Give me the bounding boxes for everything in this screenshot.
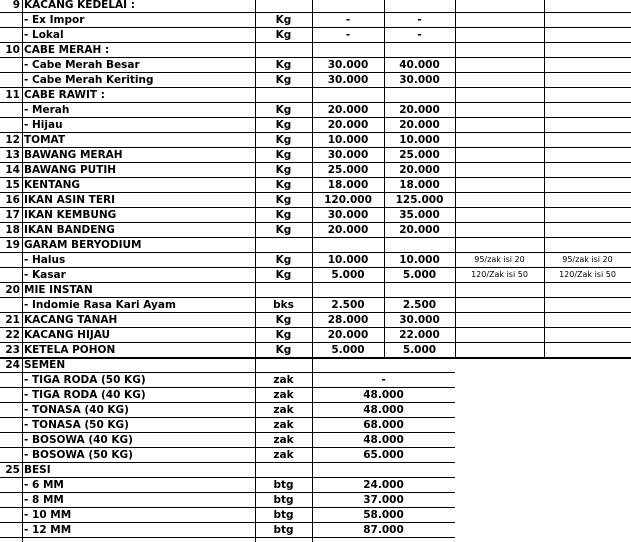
price-cell-2 bbox=[384, 88, 455, 103]
price-cell-2: 30.000 bbox=[399, 314, 440, 326]
unit-cell bbox=[255, 238, 312, 253]
unit-cell: Kg bbox=[275, 209, 292, 221]
price-cell-1: 20.000 bbox=[327, 329, 369, 341]
note-cell-2 bbox=[544, 313, 631, 328]
unit-cell: Kg bbox=[275, 164, 292, 176]
item-name-cell: - TONASA (40 KG) bbox=[24, 404, 129, 416]
note-cell-2 bbox=[544, 178, 631, 193]
item-name-cell: IKAN ASIN TERI bbox=[24, 194, 115, 206]
note-cell-1 bbox=[455, 73, 544, 88]
item-name-cell: BESI bbox=[24, 464, 51, 476]
item-name-cell: KACANG HIJAU bbox=[24, 329, 111, 341]
note-cell-1 bbox=[455, 328, 544, 343]
item-name-cell: BAWANG PUTIH bbox=[24, 164, 117, 176]
note-cell-1 bbox=[455, 88, 544, 103]
price-cell-1: 10.000 bbox=[327, 254, 369, 266]
unit-cell bbox=[255, 283, 312, 298]
unit-cell: btg bbox=[273, 524, 294, 536]
unit-cell: Kg bbox=[275, 329, 292, 341]
unit-cell: Kg bbox=[275, 149, 292, 161]
item-name-cell: GARAM BERYODIUM bbox=[24, 239, 142, 251]
unit-cell: Kg bbox=[275, 134, 292, 146]
row-number-cell: 25 bbox=[5, 464, 20, 476]
row-number-cell bbox=[0, 478, 22, 493]
item-name-cell: - Cabe Merah Besar bbox=[24, 59, 140, 71]
price-merged-cell: 58.000 bbox=[363, 509, 404, 521]
price-cell-2: 10.000 bbox=[399, 134, 440, 146]
row-number-cell bbox=[0, 13, 22, 28]
item-name-cell: IKAN KEMBUNG bbox=[24, 209, 117, 221]
item-name-cell: - 12 MM bbox=[24, 524, 72, 536]
unit-cell: btg bbox=[273, 494, 294, 506]
price-cell-1: 18.000 bbox=[327, 179, 369, 191]
unit-cell: Kg bbox=[275, 14, 292, 26]
note-cell-2 bbox=[544, 163, 631, 178]
price-cell-2: 22.000 bbox=[399, 329, 440, 341]
row-number-cell: 19 bbox=[5, 239, 20, 251]
row-number-cell: 10 bbox=[5, 44, 20, 56]
note-cell-1: 95/zak isi 20 bbox=[474, 255, 525, 264]
price-cell-1: 2.500 bbox=[331, 299, 365, 311]
price-merged-cell bbox=[312, 463, 455, 478]
row-number-cell: 22 bbox=[5, 329, 20, 341]
price-cell-1: 5.000 bbox=[331, 344, 365, 356]
row-number-cell bbox=[0, 103, 22, 118]
unit-cell bbox=[255, 43, 312, 58]
row-number-cell bbox=[0, 388, 22, 403]
note-cell-2 bbox=[544, 133, 631, 148]
price-cell-1 bbox=[312, 43, 384, 58]
note-cell-1 bbox=[455, 208, 544, 223]
price-merged-cell: 48.000 bbox=[363, 404, 404, 416]
unit-cell: Kg bbox=[275, 254, 292, 266]
note-cell-2 bbox=[544, 103, 631, 118]
row-number-cell bbox=[0, 118, 22, 133]
price-cell-1: - bbox=[345, 14, 351, 26]
item-name-cell: - 10 MM bbox=[24, 509, 72, 521]
note-cell-1 bbox=[455, 133, 544, 148]
item-name-cell: - Lokal bbox=[24, 29, 64, 41]
unit-cell: zak bbox=[273, 419, 294, 431]
price-cell-1: 10.000 bbox=[327, 134, 369, 146]
note-cell-1 bbox=[455, 298, 544, 313]
note-cell-1 bbox=[455, 103, 544, 118]
price-cell-1: - bbox=[345, 29, 351, 41]
unit-cell: zak bbox=[273, 389, 294, 401]
row-number-cell bbox=[0, 418, 22, 433]
price-cell-1: 28.000 bbox=[327, 314, 369, 326]
unit-cell: Kg bbox=[275, 74, 292, 86]
note-cell-2 bbox=[544, 73, 631, 88]
row-number-cell bbox=[0, 373, 22, 388]
price-cell-1: 30.000 bbox=[327, 74, 369, 86]
price-cell-2: - bbox=[417, 14, 422, 26]
row-number-cell bbox=[0, 433, 22, 448]
note-cell-2 bbox=[544, 28, 631, 43]
price-cell-1: 20.000 bbox=[327, 119, 369, 131]
price-cell-2: 5.000 bbox=[402, 269, 437, 281]
unit-cell: zak bbox=[273, 434, 294, 446]
row-number-cell: 14 bbox=[5, 164, 20, 176]
item-name-cell: TOMAT bbox=[24, 134, 66, 146]
unit-cell: zak bbox=[273, 374, 294, 386]
price-merged-cell: 48.000 bbox=[363, 389, 404, 401]
row-number-cell: 12 bbox=[5, 134, 20, 146]
price-cell-1: 30.000 bbox=[327, 59, 369, 71]
row-number-cell: 9 bbox=[12, 0, 20, 11]
price-cell-2: 20.000 bbox=[399, 224, 440, 236]
unit-cell: Kg bbox=[275, 119, 292, 131]
note-cell-2 bbox=[544, 0, 631, 13]
unit-cell: btg bbox=[273, 509, 294, 521]
note-cell-2 bbox=[544, 43, 631, 58]
note-cell-1 bbox=[455, 343, 544, 358]
row-number-cell bbox=[0, 403, 22, 418]
row-number-cell: 23 bbox=[5, 344, 20, 356]
price-cell-2 bbox=[384, 283, 455, 298]
price-cell-1: 5.000 bbox=[331, 269, 365, 281]
price-cell-1 bbox=[312, 238, 384, 253]
note-cell-2 bbox=[544, 13, 631, 28]
item-name-cell: - 8 MM bbox=[24, 494, 64, 506]
unit-cell: Kg bbox=[275, 269, 292, 281]
price-cell-2 bbox=[384, 43, 455, 58]
note-cell-1 bbox=[455, 313, 544, 328]
price-cell-1 bbox=[312, 283, 384, 298]
price-cell-1: 20.000 bbox=[327, 104, 369, 116]
note-cell-1: 120/Zak isi 50 bbox=[471, 270, 528, 279]
row-number-cell bbox=[0, 58, 22, 73]
row-number-cell: 17 bbox=[5, 209, 20, 221]
price-merged-cell: 48.000 bbox=[363, 434, 404, 446]
note-cell-2 bbox=[544, 343, 631, 358]
unit-cell: Kg bbox=[275, 179, 292, 191]
item-name-cell: - Kasar bbox=[24, 269, 66, 281]
unit-cell: Kg bbox=[275, 29, 292, 41]
price-cell-2: 35.000 bbox=[399, 209, 440, 221]
note-cell-2 bbox=[544, 148, 631, 163]
note-cell-2 bbox=[544, 283, 631, 298]
price-cell-1: 30.000 bbox=[327, 209, 369, 221]
note-cell-1 bbox=[455, 43, 544, 58]
row-number-cell bbox=[0, 28, 22, 43]
item-name-cell: KENTANG bbox=[24, 179, 80, 191]
price-cell-2: 20.000 bbox=[399, 164, 440, 176]
row-number-cell: 18 bbox=[5, 224, 20, 236]
row-number-cell bbox=[0, 298, 22, 313]
price-cell-2: 18.000 bbox=[399, 179, 440, 191]
item-name-cell: - 6 MM bbox=[24, 479, 64, 491]
price-cell-1: 25.000 bbox=[327, 164, 369, 176]
item-name-cell: KETELA POHON bbox=[24, 344, 116, 356]
unit-cell bbox=[255, 0, 312, 13]
unit-cell: Kg bbox=[275, 224, 292, 236]
price-cell-2 bbox=[384, 0, 455, 13]
price-cell-2: 20.000 bbox=[399, 119, 440, 131]
item-name-cell: - Ex Impor bbox=[24, 14, 85, 26]
price-cell-2: 2.500 bbox=[402, 299, 437, 311]
item-name-cell: - Cabe Merah Keriting bbox=[24, 74, 154, 86]
row-number-cell: 16 bbox=[5, 194, 20, 206]
price-cell-1 bbox=[312, 88, 384, 103]
row-number-cell: 20 bbox=[5, 284, 20, 296]
row-number-cell: 24 bbox=[5, 359, 20, 371]
note-cell-2: 120/Zak isi 50 bbox=[559, 270, 616, 279]
row-number-cell bbox=[0, 448, 22, 463]
item-name-cell: CABE RAWIT : bbox=[24, 89, 105, 101]
note-cell-2 bbox=[544, 58, 631, 73]
unit-cell: Kg bbox=[275, 194, 292, 206]
note-cell-1 bbox=[455, 148, 544, 163]
note-cell-2 bbox=[544, 88, 631, 103]
row-number-cell bbox=[0, 268, 22, 283]
unit-cell: Kg bbox=[275, 314, 292, 326]
note-cell-2 bbox=[544, 223, 631, 238]
item-name-cell: - TIGA RODA (40 KG) bbox=[24, 389, 146, 401]
row-number-cell: 13 bbox=[5, 149, 20, 161]
item-name-cell: - Merah bbox=[24, 104, 70, 116]
item-name-cell: MIE INSTAN bbox=[24, 284, 93, 296]
note-cell-1 bbox=[455, 178, 544, 193]
row-number-cell: 11 bbox=[5, 89, 20, 101]
price-cell-2: 125.000 bbox=[395, 194, 444, 206]
note-cell-1 bbox=[455, 283, 544, 298]
price-cell-2: 5.000 bbox=[402, 344, 437, 356]
item-name-cell: KACANG TANAH bbox=[24, 314, 118, 326]
note-cell-1 bbox=[455, 58, 544, 73]
note-cell-1 bbox=[455, 223, 544, 238]
price-merged-cell: 87.000 bbox=[363, 524, 404, 536]
row-number-cell: 21 bbox=[5, 314, 20, 326]
note-cell-1 bbox=[455, 118, 544, 133]
item-name-cell: BAWANG MERAH bbox=[24, 149, 123, 161]
row-number-cell bbox=[0, 253, 22, 268]
item-name-cell: - Hijau bbox=[24, 119, 63, 131]
note-cell-2 bbox=[544, 298, 631, 313]
price-merged-cell bbox=[312, 358, 455, 373]
row-number-cell bbox=[0, 523, 22, 538]
price-merged-cell: 68.000 bbox=[363, 419, 404, 431]
note-cell-2 bbox=[544, 193, 631, 208]
item-name-cell: - BOSOWA (50 KG) bbox=[24, 449, 133, 461]
unit-cell: Kg bbox=[275, 59, 292, 71]
row-number-cell bbox=[0, 508, 22, 523]
note-cell-2 bbox=[544, 238, 631, 253]
note-cell-1 bbox=[455, 28, 544, 43]
price-cell-2: 40.000 bbox=[399, 59, 440, 71]
item-name-cell: - TIGA RODA (50 KG) bbox=[24, 374, 146, 386]
item-name-cell: IKAN BANDENG bbox=[24, 224, 115, 236]
price-cell-1 bbox=[312, 0, 384, 13]
price-cell-1: 120.000 bbox=[324, 194, 372, 206]
note-cell-2: 95/zak isi 20 bbox=[562, 255, 613, 264]
item-name-cell: - TONASA (50 KG) bbox=[24, 419, 129, 431]
price-cell-2: - bbox=[417, 29, 422, 41]
price-cell-2: 30.000 bbox=[399, 74, 440, 86]
unit-cell: btg bbox=[273, 479, 294, 491]
price-merged-cell: 24.000 bbox=[363, 479, 404, 491]
item-name-cell: CABE MERAH : bbox=[24, 44, 110, 56]
note-cell-1 bbox=[455, 0, 544, 13]
row-number-cell: 15 bbox=[5, 179, 20, 191]
price-merged-cell: - bbox=[381, 374, 386, 386]
note-cell-1 bbox=[455, 163, 544, 178]
unit-cell: zak bbox=[273, 404, 294, 416]
note-cell-2 bbox=[544, 328, 631, 343]
unit-cell: bks bbox=[273, 299, 294, 311]
price-cell-2: 20.000 bbox=[399, 104, 440, 116]
unit-cell: Kg bbox=[275, 344, 292, 356]
note-cell-1 bbox=[455, 13, 544, 28]
price-cell-2: 10.000 bbox=[399, 254, 440, 266]
item-name-cell: - Indomie Rasa Kari Ayam bbox=[24, 299, 176, 311]
note-cell-2 bbox=[544, 208, 631, 223]
price-merged-cell: 65.000 bbox=[363, 449, 404, 461]
price-cell-1: 20.000 bbox=[327, 224, 369, 236]
unit-cell bbox=[255, 358, 312, 373]
item-name-cell: SEMEN bbox=[24, 359, 66, 371]
unit-cell bbox=[255, 463, 312, 478]
item-name-cell: - BOSOWA (40 KG) bbox=[24, 434, 133, 446]
row-number-cell bbox=[0, 73, 22, 88]
unit-cell bbox=[255, 88, 312, 103]
price-merged-cell: 37.000 bbox=[363, 494, 404, 506]
price-cell-1: 30.000 bbox=[327, 149, 369, 161]
price-cell-2: 25.000 bbox=[399, 149, 440, 161]
unit-cell: Kg bbox=[275, 104, 292, 116]
note-cell-1 bbox=[455, 238, 544, 253]
item-name-cell: - Halus bbox=[24, 254, 66, 266]
unit-cell: zak bbox=[273, 449, 294, 461]
note-cell-2 bbox=[544, 118, 631, 133]
row-number-cell bbox=[0, 493, 22, 508]
note-cell-1 bbox=[455, 193, 544, 208]
price-cell-2 bbox=[384, 238, 455, 253]
item-name-cell: KACANG KEDELAI : bbox=[24, 0, 135, 11]
